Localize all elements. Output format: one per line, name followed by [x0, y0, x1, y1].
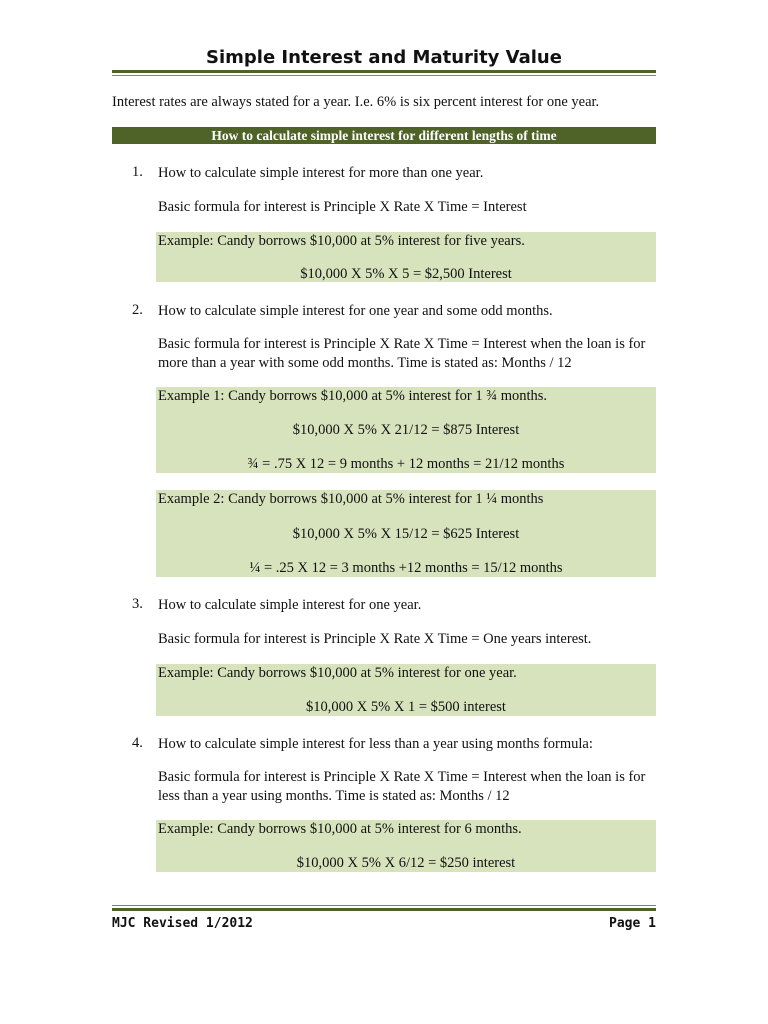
example-calc: $10,000 X 5% X 6/12 = $250 interest: [296, 855, 516, 871]
example-text: Example: Candy borrows $10,000 at 5% interest for one year.: [158, 665, 517, 681]
item-heading: How to calculate simple interest for less than a year using months formula:: [158, 736, 593, 752]
title-rule-thin: [112, 75, 656, 76]
item-number: 4.: [132, 735, 143, 751]
item-heading: How to calculate simple interest for one year and some odd months.: [158, 303, 553, 319]
example-calc: $10,000 X 5% X 21/12 = $875 Interest: [292, 422, 520, 438]
example-box: [156, 664, 656, 716]
item-number: 1.: [132, 164, 143, 180]
example-note: ¼ = .25 X 12 = 3 months +12 months = 15/12 months: [249, 560, 563, 576]
example-calc: $10,000 X 5% X 1 = $500 interest: [306, 699, 506, 715]
item-number: 2.: [132, 302, 143, 318]
footer-rule-thick: [112, 908, 656, 911]
footer-page-number: Page 1: [609, 916, 656, 931]
item-heading: How to calculate simple interest for more than one year.: [158, 165, 484, 181]
item-heading: How to calculate simple interest for one year.: [158, 597, 422, 613]
footer-revision: MJC Revised 1/2012: [112, 916, 253, 931]
title-rule-thick: [112, 70, 656, 73]
example-text: Example: Candy borrows $10,000 at 5% interest for five years.: [158, 233, 525, 249]
example-text: Example: Candy borrows $10,000 at 5% interest for 6 months.: [158, 821, 522, 837]
item-formula: Basic formula for interest is Principle X Rate X Time = Interest: [158, 199, 527, 215]
intro-text: Interest rates are always stated for a year. I.e. 6% is six percent interest for one year.: [112, 94, 600, 110]
item-number: 3.: [132, 596, 143, 612]
example-box: [156, 232, 656, 282]
item-formula: Basic formula for interest is Principle X Rate X Time = Interest when the loan is for less than a year using months. Time is stated as: Months / 12: [158, 769, 646, 804]
example-box: [156, 820, 656, 872]
item-formula: Basic formula for interest is Principle X Rate X Time = Interest when the loan is for more than a year with some odd months. Time is stated as: Months / 12: [158, 336, 646, 371]
example-calc: $10,000 X 5% X 15/12 = $625 Interest: [292, 526, 520, 542]
example-box: [156, 490, 656, 577]
page-title: Simple Interest and Maturity Value: [206, 47, 562, 68]
example-box: [156, 387, 656, 473]
footer-rule-thin: [112, 905, 656, 906]
example-calc: $10,000 X 5% X 5 = $2,500 Interest: [300, 266, 512, 282]
example-text: Example 1: Candy borrows $10,000 at 5% interest for 1 ¾ months.: [158, 388, 548, 404]
example-text: Example 2: Candy borrows $10,000 at 5% interest for 1 ¼ months: [158, 491, 544, 507]
item-formula: Basic formula for interest is Principle X Rate X Time = One years interest.: [158, 631, 592, 647]
section-banner: How to calculate simple interest for different lengths of time: [112, 127, 656, 144]
example-note: ¾ = .75 X 12 = 9 months + 12 months = 21/12 months: [247, 456, 565, 472]
